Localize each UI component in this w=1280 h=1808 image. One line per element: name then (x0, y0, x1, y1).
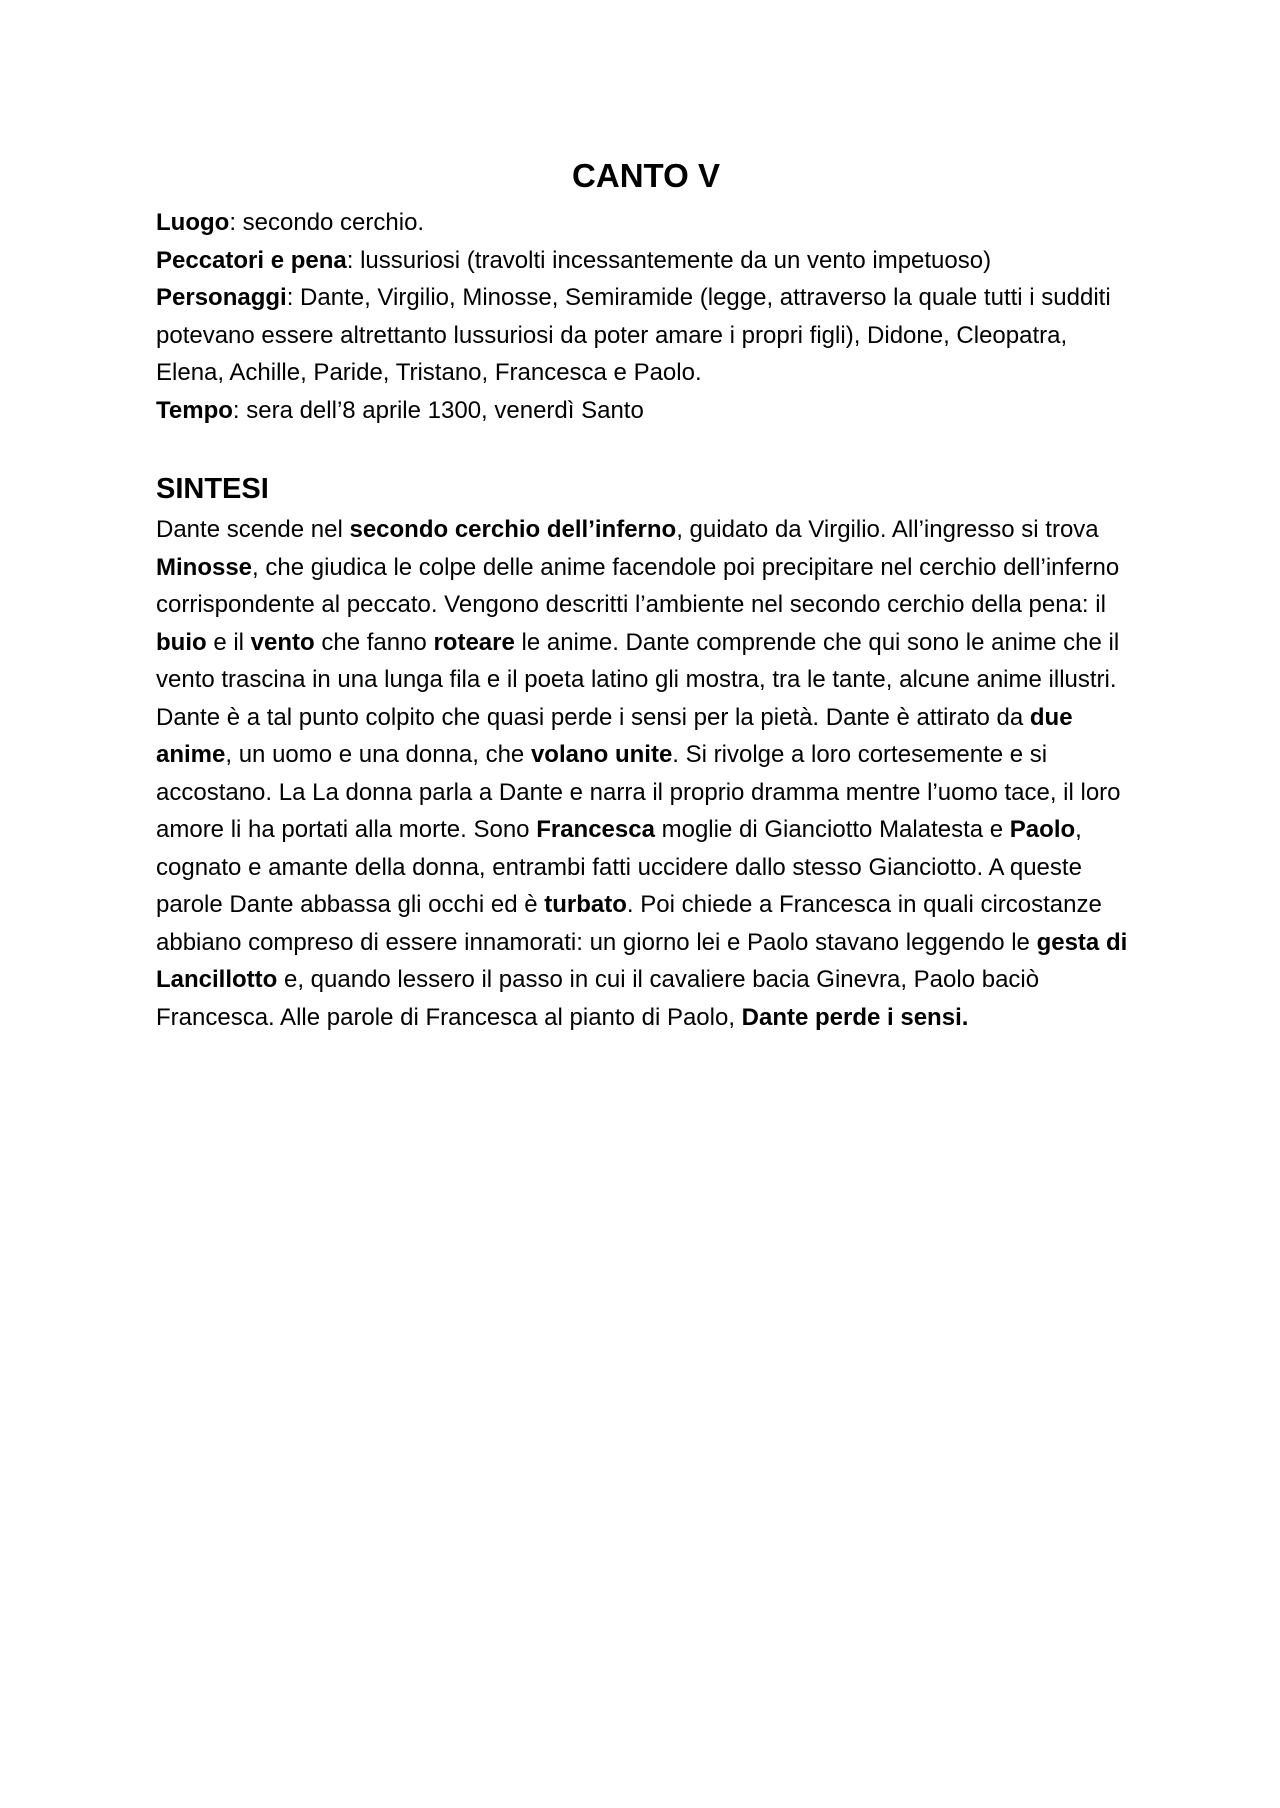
sintesi-highlight: buio (156, 628, 207, 656)
sintesi-text: . Poi chiede a Francesca in quali circostanze abbiano compreso di essere innamorati: un giorno lei e Paolo stavano leggendo le (156, 891, 1102, 956)
sintesi-text: Dante scende nel (156, 516, 350, 543)
sintesi-text: moglie di Gianciotto Malatesta e (654, 816, 1010, 843)
sintesi-highlight: Minosse (156, 553, 253, 581)
canto-info (156, 204, 1136, 429)
sintesi-highlight: turbato (544, 891, 627, 918)
page-title: CANTO V (572, 157, 720, 194)
sintesi-highlight: Paolo (1009, 816, 1076, 843)
tempo-value: : sera dell’8 aprile 1300, venerdì Santo (232, 396, 644, 424)
sintesi-highlight: Francesca (536, 816, 655, 843)
sintesi-text: e, quando lessero il passo in cui il cavaliere bacia Ginevra, Paolo baciò Francesca. Alle parole di Francesca al pianto di Paolo, (156, 966, 1040, 1031)
luogo-value: : secondo cerchio. (229, 209, 425, 236)
luogo-row (156, 204, 1136, 242)
personaggi-row (156, 279, 1136, 392)
personaggi-value: : Dante, Virgilio, Minosse, Semiramide (legge, attraverso la quale tutti i sudditi potevano essere altrettanto lussuriosi da poter amare i propri figli), Didone, Cleopatra, Elena, Achille, Paride, Tristano, Francesca e Paolo. (156, 284, 1111, 386)
sintesi-text: le anime. Dante comprende che qui sono le anime che il vento trascina in una lunga fila e il poeta latino gli mostra, tra le tante, alcune anime illustri. Dante è a tal punto colpito che quasi perde i sensi per la pietà. Dante è attirato da (156, 628, 1120, 731)
tempo-row (156, 392, 1136, 430)
sintesi-highlight: volano unite (530, 741, 673, 768)
sintesi-highlight: Dante perde i sensi. (741, 1003, 969, 1031)
sintesi-highlight: gesta di Lancillotto (156, 928, 1128, 993)
sintesi-text: , un uomo e una donna, che (225, 741, 531, 768)
sintesi-text: , guidato da Virgilio. All’ingresso si trova (676, 516, 1099, 543)
peccatori-label: Peccatori e pena (156, 246, 347, 274)
peccatori-value: : lussuriosi (travolti incessantemente da un vento impetuoso) (346, 246, 992, 274)
sintesi-text: , che giudica le colpe delle anime facendole poi precipitare nel cerchio dell’inferno corrispondente al peccato. Vengono descritti l’ambiente nel secondo cerchio della pena: il (156, 553, 1120, 618)
luogo-label: Luogo (156, 209, 230, 236)
sintesi-text: che fanno (314, 628, 434, 656)
peccatori-row (156, 242, 1136, 280)
sintesi-heading: SINTESI (156, 473, 269, 505)
sintesi-text: , cognato e amante della donna, entrambi fatti uccidere dallo stesso Gianciotto. A queste parole Dante abbassa gli occhi ed è (156, 816, 1082, 918)
sintesi-text: . Si rivolge a loro cortesemente e si accostano. La La donna parla a Dante e narra il proprio dramma mentre l’uomo tace, il loro amore li ha portati alla morte. Sono (156, 741, 1121, 843)
document-content (156, 156, 1136, 1036)
sintesi-highlight: vento (250, 628, 315, 656)
sintesi-highlight: secondo cerchio dell’inferno (349, 516, 677, 543)
sintesi-highlight: due anime (156, 703, 1073, 768)
tempo-label: Tempo (156, 396, 233, 424)
personaggi-label: Personaggi (156, 284, 287, 311)
sintesi-highlight: roteare (433, 628, 515, 656)
sintesi-text: e il (206, 628, 251, 656)
sintesi-paragraph (156, 511, 1136, 1036)
